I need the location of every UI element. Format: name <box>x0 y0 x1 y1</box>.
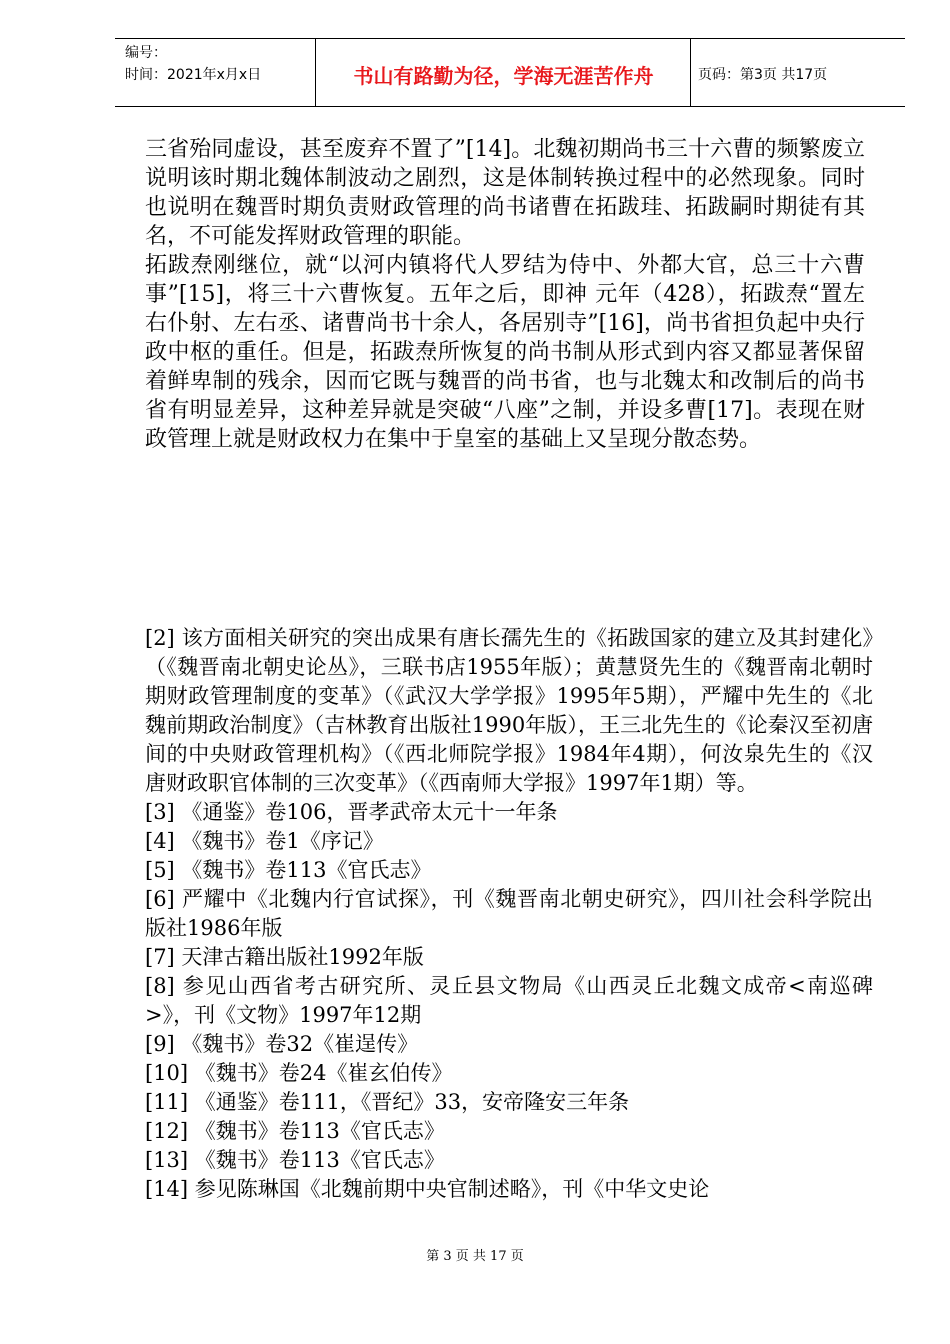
footnote: [5] 《魏书》卷113《官氏志》 <box>145 858 432 882</box>
footnote: [3] 《通鉴》卷106，晋孝武帝太元十一年条 <box>145 800 558 824</box>
header-number: 编号： <box>125 45 167 61</box>
footnote: [11] 《通鉴》卷111，《晋纪》33，安帝隆安三年条 <box>145 1090 630 1114</box>
header-page-number: 页码：第3页 共17页 <box>698 67 828 83</box>
main-text <box>145 135 865 454</box>
footnote: [10] 《魏书》卷24《崔玄伯传》 <box>145 1061 453 1085</box>
footnote: [6] 严耀中《北魏内行官试探》，刊《魏晋南北朝史研究》，四川社会科学院出版社1986年版 <box>145 887 873 940</box>
header-bottom-rule <box>115 106 905 107</box>
footnote: [13] 《魏书》卷113《官氏志》 <box>145 1148 445 1172</box>
footnote: [8] 参见山西省考古研究所、灵丘县文物局《山西灵丘北魏文成帝<南巡碑>》，刊《文物》1997年12期 <box>145 974 873 1027</box>
header-divider-left <box>315 38 316 106</box>
footnote: [14] 参见陈琳国《北魏前期中央官制述略》，刊《中华文史论 <box>145 1177 710 1201</box>
header-divider-right <box>690 38 691 106</box>
header-motto: 书山有路勤为径，学海无涯苦作舟 <box>353 64 654 88</box>
footnotes <box>145 624 873 1204</box>
page-header <box>115 38 905 108</box>
footnote: [9] 《魏书》卷32《崔逞传》 <box>145 1032 419 1056</box>
header-top-rule <box>115 38 905 39</box>
page-footer: 第 3 页 共 17 页 <box>426 1249 524 1264</box>
footnote: [12] 《魏书》卷113《官氏志》 <box>145 1119 445 1143</box>
header-meta <box>125 42 261 86</box>
footnote: [2] 该方面相关研究的突出成果有唐长孺先生的《拓跋国家的建立及其封建化》（《魏晋南北朝史论丛》，三联书店1955年版）；黄慧贤先生的《魏晋南北朝时期财政管理制度的变革》（《武汉大学学报》1995年5期），严耀中先生的《北魏前期政治制度》（吉林教育出版社1990年版），王三北先生的《论秦汉至初唐间的中央财政管理机构》（《西北师院学报》1984年4期），何汝泉先生的《汉唐财政职官体制的三次变革》（《西南师大学报》1997年1期）等。 <box>145 626 873 795</box>
paragraph: 拓跋焘刚继位，就“以河内镇将代人罗结为侍中、外都大官，总三十六曹事”[15]，将三十六曹恢复。五年之后，即神 元年（428），拓跋焘“置左右仆射、左右丞、诸曹尚书十余人，各居别寺”[16]，尚书省担负起中央行政中枢的重任。但是，拓跋焘所恢复的尚书制从形式到内容又都显著保留着鲜卑制的残余，因而它既与魏晋的尚书省，也与北魏太和改制后的尚书省有明显差异，这种差异就是突破“八座”之制，并设多曹[17]。表现在财政管理上就是财政权力在集中于皇室的基础上又呈现分散态势。 <box>145 253 865 452</box>
paragraph: 三省殆同虚设，甚至废弃不置了”[14]。北魏初期尚书三十六曹的频繁废立说明该时期北魏体制波动之剧烈，这是体制转换过程中的必然现象。同时也说明在魏晋时期负责财政管理的尚书诸曹在拓跋珪、拓跋嗣时期徒有其名，不可能发挥财政管理的职能。 <box>145 137 865 249</box>
footnote: [7] 天津古籍出版社1992年版 <box>145 945 424 969</box>
header-time: 时间：2021年x月x日 <box>125 67 262 83</box>
footnote: [4] 《魏书》卷1《序记》 <box>145 829 384 853</box>
